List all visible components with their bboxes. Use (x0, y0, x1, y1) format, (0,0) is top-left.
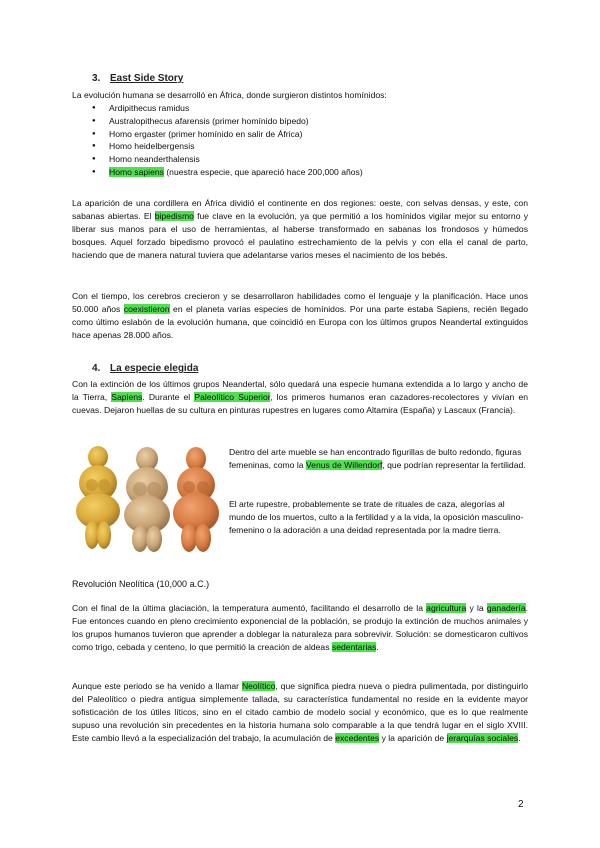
neolitico-heading: Revolución Neolítica (10,000 a.C.) (72, 579, 210, 589)
paragraph (72, 290, 528, 342)
text-span: . (376, 641, 379, 652)
section-3-title: East Side Story (110, 73, 184, 84)
text-span: . Fue entonces cuando en pleno crecimiento exponencial de la población, se produjo la extinción de muchos animales y los grupos humanos tuvieron que aprender a doblegar la naturaleza para sobrevivir. Solución: se domesticaron cultivos como trigo, cebada y centeno, lo que permitió la creación de aldeas (72, 603, 528, 652)
page-number: 2 (518, 799, 524, 810)
paragraph: El arte rupestre, probablemente se trate de rituales de caza, alegorías al mundo de los muertos, culto a la fertilidad y a la vida, la oposición masculino-femenino o la adoración a una deidad representada por la madre tierra. (229, 499, 524, 535)
section-3-heading (92, 71, 183, 86)
text-span: y la aparición de (379, 732, 447, 743)
highlighted-term: excedentes (335, 732, 380, 743)
text-span: Aunque este periodo se ha venido a llamar (72, 681, 242, 691)
list-item-text: (nuestra especie, que apareció hace 200,000 años) (163, 166, 363, 177)
list-item: ● Homo neanderthalensis (92, 153, 363, 166)
text-span: . (518, 732, 521, 743)
paragraph (72, 378, 528, 417)
highlighted-term: Neolítico (241, 681, 276, 691)
text-span: , que podrían representar la fertilidad. (382, 459, 526, 470)
section-4-number: 4. (92, 363, 101, 374)
highlighted-term: bipedismo (154, 210, 194, 221)
highlighted-term: Homo sapiens (109, 166, 164, 177)
list-item: ● Homo heidelbergensis (92, 140, 363, 153)
text-span: , los primeros humanos eran cazadores-recolectores y vivían en cuevas. Dejaron huellas de su cultura en pinturas rupestres en lugares como Altamira (España) y Lascaux (Francia). (72, 391, 529, 415)
text-span: fue clave en la evolución, ya que permitió a los homínidos vigilar mejor su entorno y liberar sus manos para el uso de herramientas, al haberse transformado en sabanas los frondosos y húmedos bosques. Aquel forzado bipedismo provocó el paulatino estrechamiento de la pelvis y con ella el canal de parto, haciendo que de manera natural tuviera que adelantarse varios meses el nacimiento de los bebés. (72, 210, 528, 260)
list-item: ● Homo ergaster (primer homínido en salir de África) (92, 128, 363, 141)
highlighted-term: coexistieron (123, 303, 170, 314)
highlighted-term: agricultura (426, 603, 467, 613)
paragraph (229, 446, 529, 472)
text-span: , que significa piedra nueva o piedra pulimentada, por distinguirlo del Paleolítico o piedra antigua simplemente tallada, su característica fundamental no reside en la evidente mayor sofisticación de los útiles líticos, sino en el citado cambio de modelo social y económico, que es lo que realmente supuso una revolución sin precedentes en la historia humana solo comparable a la que tendrá lugar en el siglo XVIII. Este cambio llevó a la especialización del trabajo, la acumulación de (72, 681, 528, 743)
highlighted-term: jerarquías sociales (446, 732, 519, 743)
text-span: y la (466, 603, 487, 613)
paragraph (72, 680, 528, 744)
highlighted-term: Venus de Willendorf (305, 459, 383, 470)
text-span: Dentro del arte mueble se han encontrado figurillas de bulto redondo, figuras femeninas, como la (229, 447, 522, 470)
paragraph (72, 197, 528, 261)
highlighted-term: sedentarias (331, 641, 377, 652)
text-span: . Durante el (142, 391, 195, 402)
section-3-intro: La evolución humana se desarrolló en África, donde surgieron distintos homínidos: (72, 90, 387, 100)
text-span: La aparición de una cordillera en África dividió el continente en dos regiones: oeste, con selvas densas, y este, con sabanas abiertas. El (72, 198, 528, 221)
list-item: ● Ardipithecus ramidus (92, 102, 363, 115)
highlighted-term: Paleolítico Superior (194, 391, 271, 402)
section-4-title: La especie elegida (110, 363, 199, 374)
highlighted-term: Sapiens (111, 391, 143, 402)
section-4-heading (92, 361, 198, 376)
list-item (92, 166, 363, 179)
highlighted-term: ganadería (486, 603, 526, 613)
venus-figurine-3 (173, 447, 219, 552)
paragraph (72, 602, 528, 654)
venus-figurine-2 (124, 447, 170, 552)
text-span: Con el final de la última glaciación, la temperatura aumentó, facilitando el desarrollo de la (72, 603, 427, 613)
section-3-number: 3. (92, 73, 101, 84)
text-span: Con el tiempo, los cerebros crecieron y se desarrollaron habilidades como el lenguaje y la planificación. Hace unos 50.000 años (72, 291, 528, 314)
text-span: en el planeta varias especies de homínidos. Por una parte estaba Sapiens, recién llegado como último eslabón de la evolución humana, que coincidió en Europa con los últimos grupos Neandertal extinguidos hace apenas 28.000 años. (72, 303, 528, 340)
venus-figurines-image (72, 443, 222, 555)
venus-figurine-1 (76, 446, 120, 549)
list-item: ● Australopithecus afarensis (primer homínido bípedo) (92, 115, 363, 128)
text-span: Con la extinción de los últimos grupos Neandertal, sólo quedará una especie humana extendida a lo largo y ancho de la Tierra, (72, 379, 528, 402)
hominid-list (92, 102, 363, 179)
